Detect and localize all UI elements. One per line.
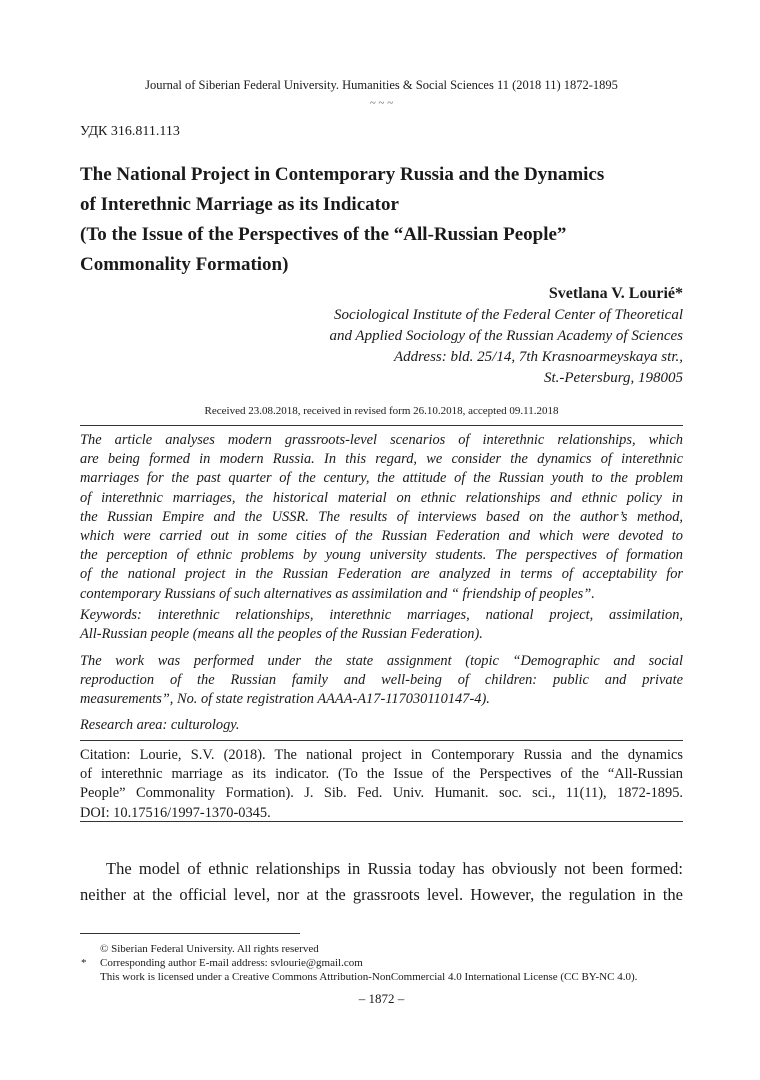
affiliation-line: Address: bld. 25/14, 7th Krasnoarmeyskaya str., [393,349,683,365]
abstract [80,431,683,604]
divider [80,821,683,822]
keywords-line: All-Russian people (means all the peoples of the Russian Federation). [80,626,483,643]
abstract-line: marriages for the past quarter of the century, the attitude of the Russian youth to the problem [80,470,683,487]
copyright-note: © Siberian Federal University. All rights reserved [100,943,319,955]
affiliation-line: St.-Petersburg, 198005 [543,370,683,386]
abstract-line: of the national project in the Russian Federation are analyzed in terms of acceptability for [80,566,683,583]
abstract-line: which were carried out in some cities of the Russian Federation and which were devoted to [80,528,683,545]
author-name: Svetlana V. Lourié* [548,285,683,302]
page-number: – 1872 – [358,991,405,1006]
abstract-line: The article analyses modern grassroots-level scenarios of interethnic relationships, which [80,432,683,448]
body-text [80,856,683,908]
title-line: of Interethnic Marriage as its Indicator [80,194,399,215]
body-line: neither at the official level, nor at the grassroots level. However, the regulation in the [80,885,683,904]
abstract-line: of interethnic marriages, the historical material on ethnic relationships and ethnic policy in [80,489,683,506]
corresponding-author-note: Corresponding author E-mail address: svlourie@gmail.com [100,957,363,969]
udk-code: УДК 316.811.113 [80,124,180,139]
citation [80,746,683,823]
license-note: This work is licensed under a Creative Commons Attribution-NonCommercial 4.0 International License (CC BY-NC 4.0). [100,971,638,983]
title-line: (To the Issue of the Perspectives of the “All-Russian People” [80,224,567,245]
abstract-line: the Russian Empire and the USSR. The results of interviews based on the author’s method, [80,508,683,525]
citation-line: Citation: Lourie, S.V. (2018). The national project in Contemporary Russia and the dynamics [80,747,683,763]
footnote-star: * [81,957,87,969]
citation-line: DOI: 10.17516/1997-1370-0345. [80,804,271,821]
affiliation-line: and Applied Sociology of the Russian Academy of Sciences [329,328,683,344]
affiliation [329,305,683,389]
title-line: Commonality Formation) [80,254,289,275]
keywords-line: Keywords: interethnic relationships, interethnic marriages, national project, assimilation, [80,607,683,623]
abstract-line: the perception of ethnic problems by young university students. The perspectives of formation [80,547,683,564]
abstract-line: are being formed in modern Russia. In this regard, we consider the dynamics of interethnic [80,451,683,468]
citation-line: People” Commonality Formation). J. Sib. Fed. Univ. Humanit. soc. sci., 11(11), 1872-1895. [80,785,683,802]
received-dates: Received 23.08.2018, received in revised form 26.10.2018, accepted 09.11.2018 [204,405,559,417]
body-line: The model of ethnic relationships in Russia today has obviously not been formed: [106,859,683,878]
divider [80,740,683,741]
funding-line: The work was performed under the state assignment (topic “Demographic and social [80,653,683,669]
footnotes [100,942,637,984]
citation-line: of interethnic marriage as its indicator. (To the Issue of the Perspectives of the “All-Russian [80,766,683,783]
journal-header: Journal of Siberian Federal University. Humanities & Social Sciences 11 (2018 11) 1872-1895 [145,78,618,92]
header-ornament: ~ ~ ~ [369,97,394,109]
keywords [80,606,683,644]
divider [80,425,683,426]
funding-line: reproduction of the Russian family and well-being of children: public and private [80,672,683,689]
article-title [80,160,604,280]
funding-line: measurements”, No. of state registration AAAA-A17-117030110147-4). [80,691,490,708]
funding-note [80,652,683,710]
research-area: Research area: culturology. [80,717,240,733]
abstract-line: contemporary Russians of such alternatives as assimilation and “ friendship of peoples”. [80,585,595,602]
title-line: The National Project in Contemporary Russia and the Dynamics [80,164,605,185]
footnote-divider [80,933,300,934]
affiliation-line: Sociological Institute of the Federal Center of Theoretical [334,307,683,323]
